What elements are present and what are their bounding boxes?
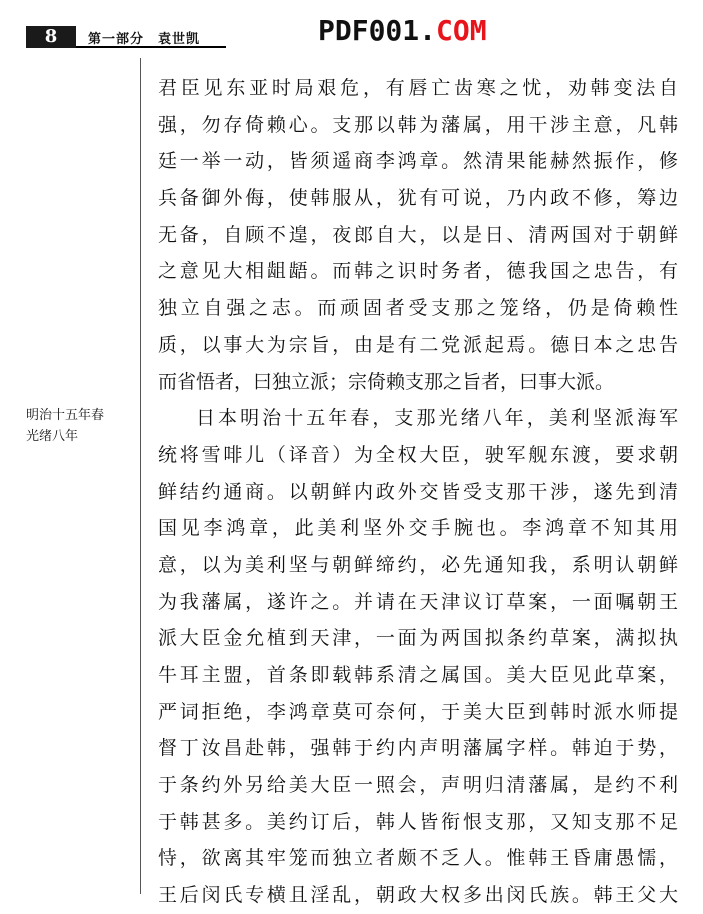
text-line: 质，以事大为宗旨，由是有二党派起焉。德日本之忠告 bbox=[158, 333, 678, 356]
watermark-text-accent: COM bbox=[436, 14, 487, 47]
text-line: 督丁汝昌赴韩，强韩于约内声明藩属字样。韩迫于势， bbox=[158, 737, 678, 760]
text-line: 无备，自顾不遑，夜郎自大，以是日、清两国对于朝鲜 bbox=[158, 223, 678, 246]
running-head-title: 第一部分 袁世凯 bbox=[88, 32, 201, 47]
text-line: 强，勿存倚赖心。支那以韩为藩属，用干涉主意，凡韩 bbox=[158, 113, 678, 136]
text-line: 君臣见东亚时局艰危，有唇亡齿寒之忧，劝韩变法自 bbox=[158, 77, 678, 99]
text-line: 鲜结约通商。以朝鲜内政外交皆受支那干涉，遂先到清 bbox=[158, 480, 678, 503]
margin-note bbox=[26, 405, 136, 447]
text-line: 严词拒绝，李鸿章莫可奈何，于美大臣到韩时派水师提 bbox=[158, 700, 678, 723]
text-line: 牛耳主盟，首条即载韩系清之属国。美大臣见此草案， bbox=[158, 664, 678, 686]
text-line: 而省悟者，曰独立派；宗倚赖支那之旨者，曰事大派。 bbox=[158, 370, 615, 393]
text-line: 于韩甚多。美约订后，韩人皆衔恨支那，又知支那不足 bbox=[158, 810, 678, 833]
page-number: 8 bbox=[26, 26, 76, 48]
text-line: 兵备御外侮，使韩服从，犹有可说，乃内政不修，筹边 bbox=[158, 187, 678, 210]
margin-divider bbox=[140, 58, 141, 894]
text-line: 意，以为美利坚与朝鲜缔约，必先通知我，系明认朝鲜 bbox=[158, 553, 678, 576]
text-line: 独立自强之志。而顽固者受支那之笼络，仍是倚赖性 bbox=[158, 297, 678, 320]
watermark-text-main: PDF001. bbox=[318, 14, 437, 47]
text-line: 之意见大相龃龉。而韩之识时务者，德我国之忠告，有 bbox=[158, 260, 678, 283]
watermark-logo bbox=[318, 14, 487, 47]
text-line: 日本明治十五年春，支那光绪八年，美利坚派海军 bbox=[196, 407, 678, 430]
text-line: 王后闵氏专横且淫乱，朝政大权多出闵氏族。韩王父大 bbox=[158, 884, 678, 907]
text-line: 为我藩属，遂许之。并请在天津议订草案，一面嘱朝王 bbox=[158, 590, 678, 613]
body-text bbox=[158, 70, 678, 914]
margin-note-line: 光绪八年 bbox=[26, 429, 79, 444]
text-line: 恃，欲离其牢笼而独立者颇不乏人。惟韩王昏庸愚懦， bbox=[158, 847, 678, 870]
text-line: 廷一举一动，皆须遥商李鸿章。然清果能赫然振作，修 bbox=[158, 150, 678, 173]
text-line: 统将雪啡儿（译音）为全权大臣，驶军舰东渡，要求朝 bbox=[158, 443, 678, 466]
margin-note-line: 明治十五年春 bbox=[26, 408, 105, 423]
running-header bbox=[26, 26, 226, 48]
text-line: 于条约外另给美大臣一照会，声明归清藩属，是约不利 bbox=[158, 774, 678, 797]
text-line: 派大臣金允植到天津，一面为两国拟条约草案，满拟执 bbox=[158, 627, 678, 650]
text-line: 国见李鸿章，此美利坚外交手腕也。李鸿章不知其用 bbox=[158, 517, 678, 540]
